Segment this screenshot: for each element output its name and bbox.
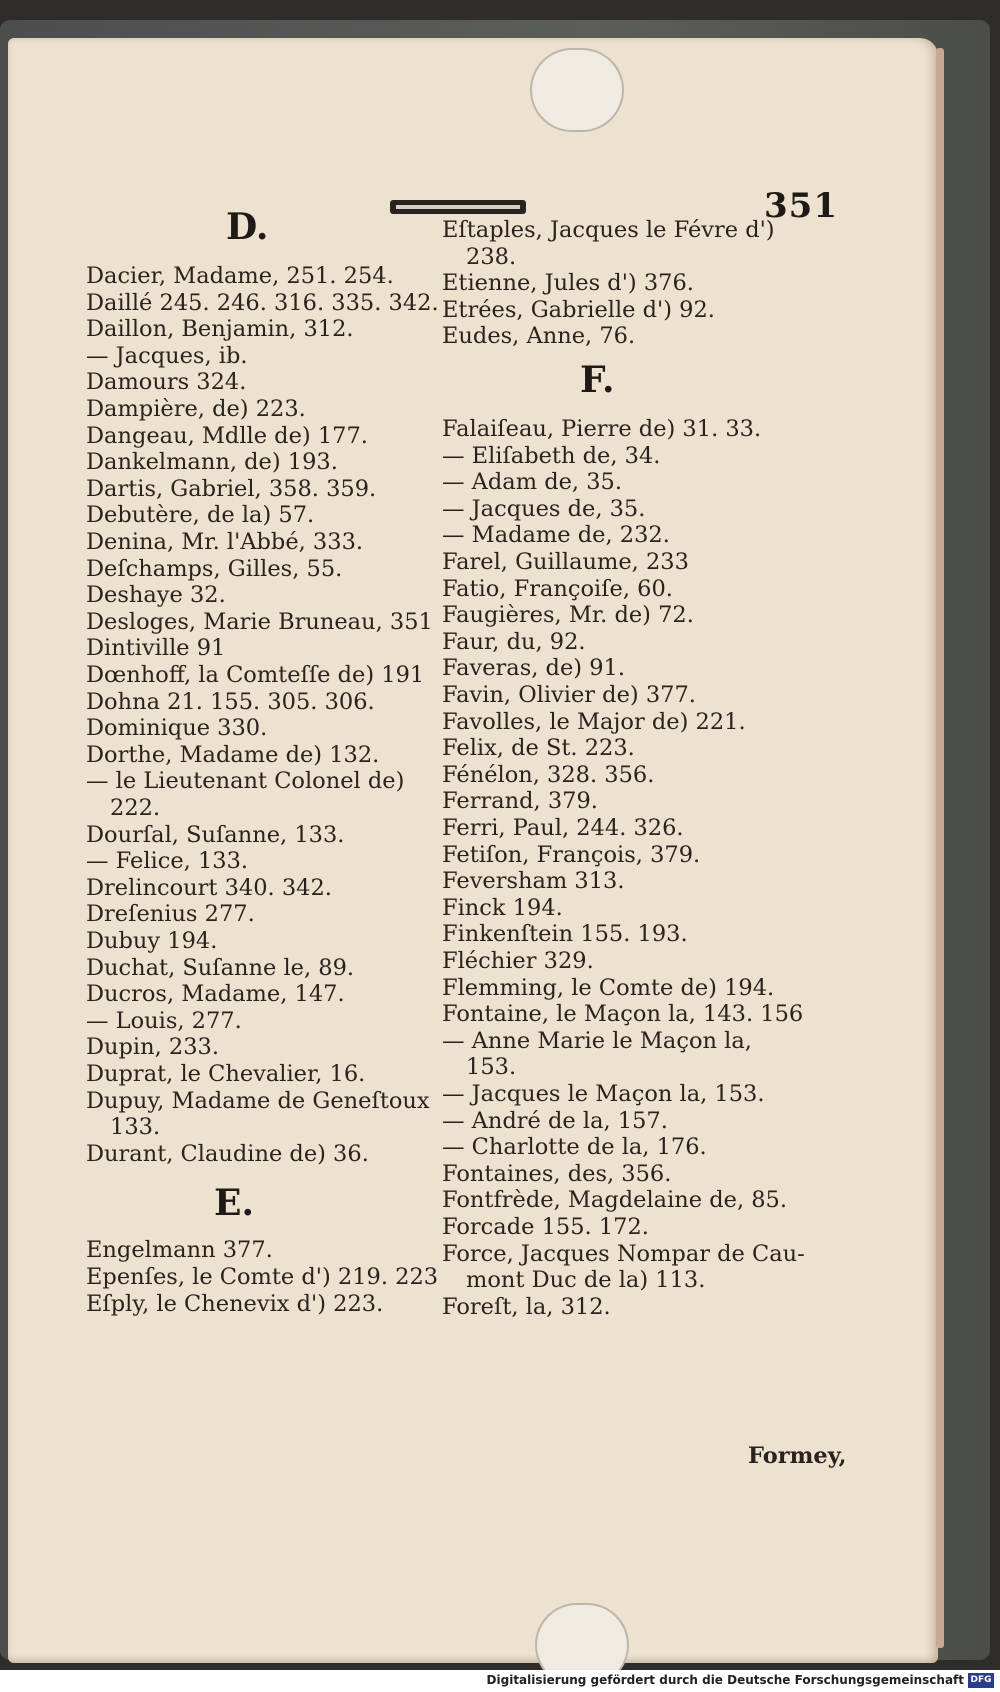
index-entry: Flemming, le Comte de) 194.	[442, 974, 775, 1001]
index-entry: Dintiville 91	[86, 635, 226, 662]
index-entry: Dacier, Madame, 251. 254.	[86, 263, 394, 289]
index-entry: Dourſal, Suſanne, 133.	[86, 821, 345, 848]
index-entry: Etrées, Gabrielle d') 92.	[442, 296, 715, 323]
index-entry: Ducros, Madame, 147.	[86, 981, 345, 1008]
index-entry: — Madame de, 232.	[442, 522, 670, 549]
index-entry: Engelmann 377.	[86, 1237, 273, 1264]
index-entry: Duchat, Suſanne le, 89.	[86, 954, 355, 981]
index-entry: — André de la, 157.	[442, 1107, 668, 1134]
index-entry: Dankelmann, de) 193.	[86, 449, 338, 476]
index-entry: Dreſenius 277.	[86, 901, 255, 928]
header-ornament	[390, 200, 526, 214]
index-entry: Fetiſon, François, 379.	[442, 841, 701, 868]
index-entry: Felix, de St. 223.	[442, 735, 635, 762]
index-entry: Eſply, le Chenevix d') 223.	[86, 1290, 384, 1317]
index-entry: Dartis, Gabriel, 358. 359.	[86, 475, 377, 502]
index-entry: Dupuy, Madame de Geneſtoux	[86, 1087, 430, 1114]
index-entry: 133.	[110, 1114, 161, 1141]
page-clip-top	[530, 48, 624, 132]
index-entry: Favolles, le Major de) 221.	[442, 708, 746, 735]
index-entry: Fléchier 329.	[442, 948, 594, 974]
index-entry: Dorthe, Madame de) 132.	[86, 741, 380, 768]
index-entry: — Felice, 133.	[86, 848, 249, 875]
index-entry: Favin, Olivier de) 377.	[442, 682, 696, 708]
index-entry: — Jacques, ib.	[86, 342, 248, 369]
index-entry: Etienne, Jules d') 376.	[442, 270, 694, 297]
index-entry: — Adam de, 35.	[442, 469, 623, 496]
index-entry: Forcade 155. 172.	[442, 1214, 649, 1240]
index-entry: 153.	[466, 1054, 517, 1081]
section-letter: F.	[580, 359, 615, 401]
index-entry: Dubuy 194.	[86, 928, 218, 954]
index-entry: Faur, du, 92.	[442, 628, 586, 655]
index-entry: Faveras, de) 91.	[442, 655, 625, 682]
footer-credit: Digitalisierung gefördert durch die Deutsche Forschungsgemeinschaft	[486, 1673, 964, 1687]
index-entry: Faugières, Mr. de) 72.	[442, 602, 694, 629]
index-entry: Fontaines, des, 356.	[442, 1160, 672, 1187]
index-entry: Foreſt, la, 312.	[442, 1293, 611, 1320]
page-edge	[936, 48, 944, 1648]
index-entry: Deſchamps, Gilles, 55.	[86, 555, 343, 582]
index-entry: — le Lieutenant Colonel de)	[86, 768, 405, 795]
index-entry: — Jacques de, 35.	[442, 495, 646, 522]
index-entry: Dangeau, Mdlle de) 177.	[86, 422, 368, 449]
index-entry: Feversham 313.	[442, 868, 625, 895]
catchword: Formey,	[748, 1443, 847, 1469]
index-entry: Durant, Claudine de) 36.	[86, 1140, 369, 1167]
index-entry: Dohna 21. 155. 305. 306.	[86, 688, 375, 715]
index-entry: Ferrand, 379.	[442, 788, 598, 815]
index-entry: 238.	[466, 243, 517, 270]
index-entry: Falaiſeau, Pierre de) 31. 33.	[442, 416, 762, 442]
index-entry: Farel, Guillaume, 233	[442, 549, 689, 575]
index-entry: Dampière, de) 223.	[86, 396, 306, 422]
index-entry: Finkenſtein 155. 193.	[442, 921, 688, 948]
index-entry: Desloges, Marie Bruneau, 351	[86, 608, 433, 635]
page-number: 351	[764, 186, 838, 226]
index-entry: Eudes, Anne, 76.	[442, 323, 636, 350]
index-entry: Dupin, 233.	[86, 1034, 220, 1061]
index-entry: Eſtaples, Jacques le Févre d')	[442, 217, 775, 243]
index-entry: Epenſes, le Comte d') 219. 223	[86, 1264, 439, 1290]
index-entry: — Louis, 277.	[86, 1007, 242, 1034]
index-entry: — Anne Marie le Maçon la,	[442, 1027, 752, 1054]
index-entry: — Charlotte de la, 176.	[442, 1134, 707, 1161]
index-entry: Debutère, de la) 57.	[86, 502, 315, 529]
index-entry: Fontaine, le Maçon la, 143. 156	[442, 1001, 804, 1028]
index-entry: Denina, Mr. l'Abbé, 333.	[86, 529, 364, 555]
index-entry: Daillon, Benjamin, 312.	[86, 316, 354, 343]
index-entry: Fontfrède, Magdelaine de, 85.	[442, 1187, 788, 1214]
index-entry: Duprat, le Chevalier, 16.	[86, 1061, 366, 1087]
index-entry: Fénélon, 328. 356.	[442, 761, 655, 788]
index-entry: Deshaye 32.	[86, 582, 226, 609]
dfg-logo: DFG	[968, 1673, 994, 1688]
section-letter: E.	[214, 1182, 254, 1225]
index-entry: — Jacques le Maçon la, 153.	[442, 1081, 765, 1107]
index-entry: — Eliſabeth de, 34.	[442, 442, 661, 469]
index-entry: Fatio, Françoiſe, 60.	[442, 575, 673, 602]
index-entry: Damours 324.	[86, 369, 247, 396]
index-entry: Finck 194.	[442, 894, 563, 921]
section-letter: D.	[226, 206, 269, 248]
index-entry: Drelincourt 340. 342.	[86, 874, 332, 901]
index-entry: Force, Jacques Nompar de Cau-	[442, 1240, 805, 1267]
book-page	[8, 38, 938, 1663]
index-entry: Dominique 330.	[86, 715, 268, 742]
index-entry: Daillé 245. 246. 316. 335. 342.	[86, 289, 439, 316]
index-entry: Dœnhoff, la Comteſſe de) 191	[86, 662, 425, 688]
index-entry: 222.	[110, 795, 161, 821]
index-entry: mont Duc de la) 113.	[466, 1267, 706, 1294]
index-entry: Ferri, Paul, 244. 326.	[442, 815, 684, 841]
